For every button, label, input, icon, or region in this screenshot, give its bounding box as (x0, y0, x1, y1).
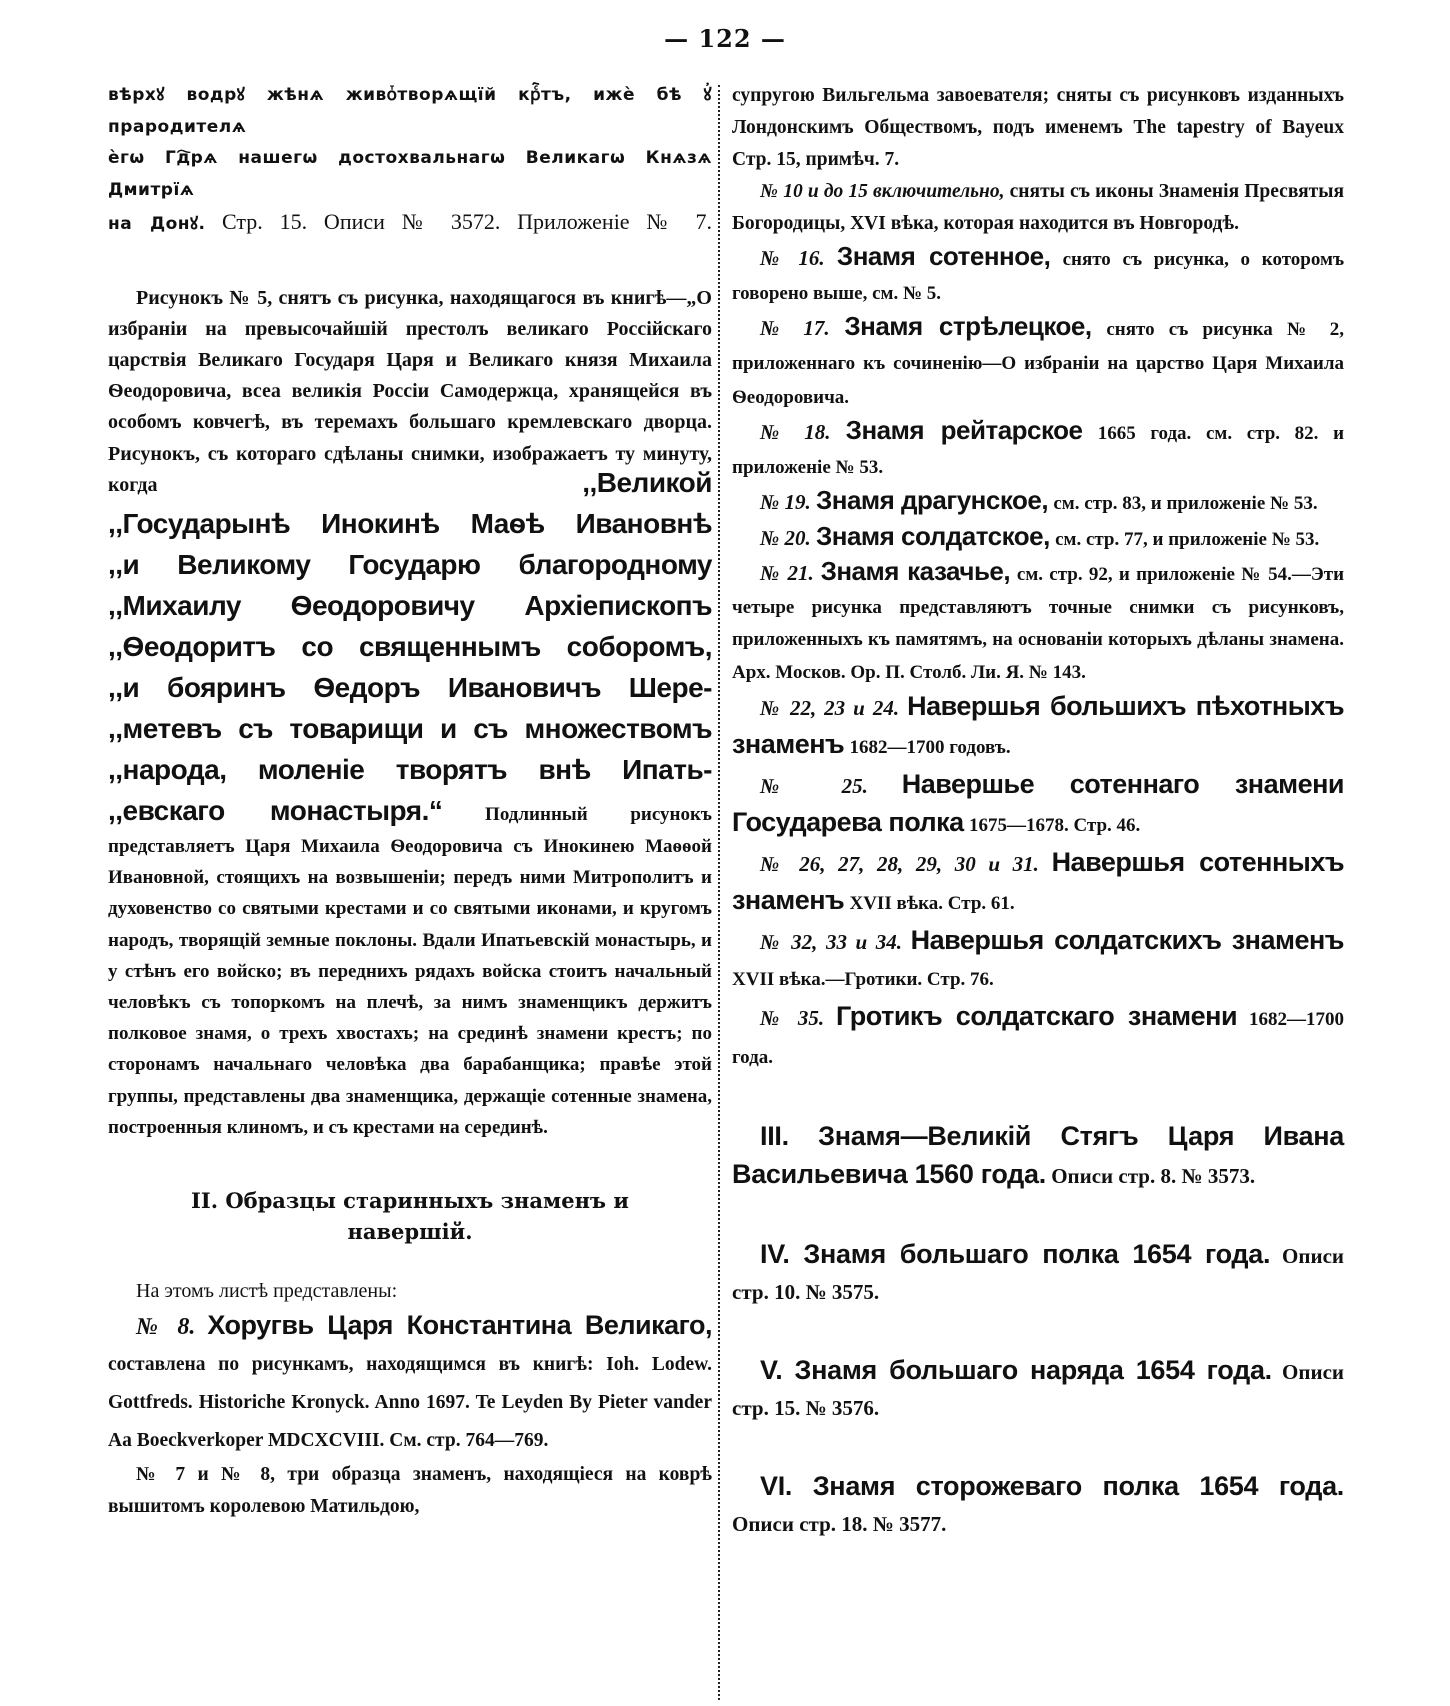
entry-number: № 16. (760, 246, 825, 270)
quote-line: ,,Михаилу Ѳеодоровичу Архіепископъ (108, 589, 712, 621)
entry-number: № 19. (760, 490, 811, 514)
section-ref: Описи стр. 8. № 3573. (1051, 1164, 1256, 1188)
quote-line: ,,народа, моленіе творятъ внѣ Ипать- (108, 753, 712, 785)
continuation-text: супругою Вильгельма завоевателя; сняты съ рисунковъ изданныхъ Лондонскимъ Обществомъ, подъ именемъ The tapestry of Bayeux Стр. 15, примѣч. 7. (732, 85, 1344, 170)
entry-7: № 7 и № 8, три образца знаменъ, находящіеся на коврѣ вышитомъ королевою Матильдою, (108, 1464, 712, 1517)
section-vi (732, 1468, 1344, 1542)
entry-title: Знамя казачье, (820, 556, 1011, 586)
entry-text: 1682—1700 года. (732, 1009, 1345, 1068)
entry (732, 922, 1344, 998)
quote-block (108, 462, 712, 790)
section-ref: Описи стр. 10. № 3575. (732, 1244, 1344, 1304)
entry-number: № 25. (760, 774, 868, 798)
entry-text: см. стр. 77, и приложеніе № 53. (1055, 529, 1320, 550)
section-ref: Описи стр. 15. № 3576. (732, 1360, 1344, 1420)
entry-number: № 8. (136, 1314, 196, 1341)
slavonic-line: вѣрхꙋ водрꙋ жѣнѧ живоⷮтворѧщїй крⷭ҇тъ, ижѐ бѣ ꙋ҆ прародителѧ (108, 85, 712, 137)
quote-line: ,,метевъ съ товарищи и съ множествомъ (108, 712, 712, 744)
entry (732, 844, 1344, 922)
entry-title: Знамя стрѣлецкое, (844, 311, 1092, 341)
spacer (732, 1194, 1344, 1236)
section-v (732, 1352, 1344, 1426)
slavonic-tail: на Донꙋ. (108, 214, 206, 234)
entry-text: 1682—1700 годовъ. (849, 737, 1011, 758)
quote-line: ,,и бояринъ Ѳедоръ Ивановичъ Шере- (108, 671, 712, 703)
entry-list (732, 176, 1344, 1076)
entry-number: № 26, 27, 28, 29, 30 и 31. (760, 852, 1039, 876)
quote-line: ,,и Великому Государю благородному (108, 548, 712, 580)
entry-number: № 21. (760, 561, 814, 585)
spacer (108, 1143, 712, 1185)
entry-title: Навершье сотеннаго знамени Государева полка (732, 769, 1345, 837)
entry-number: № 32, 33 и 34. (760, 930, 903, 954)
spacer (108, 1248, 712, 1276)
section-title: IV. Знамя большаго полка 1654 года. (760, 1239, 1271, 1269)
entry-text: см. стр. 83, и приложеніе № 53. (1053, 493, 1318, 514)
spacer (108, 241, 712, 283)
right-column (732, 80, 1344, 1542)
section-entry (732, 1352, 1344, 1426)
entry-text: XVII вѣка. Стр. 61. (849, 893, 1015, 914)
paragraph-rest-line (108, 790, 712, 1143)
section-title: VI. Знамя сторожеваго полка 1654 года. (760, 1471, 1344, 1501)
entry-number: № 22, 23 и 24. (760, 696, 900, 720)
entry-text: сняты съ иконы Знаменія Пресвятыя Богородицы, XVI вѣка, которая находится въ Новгородѣ. (732, 181, 1344, 234)
entry (732, 176, 1344, 240)
section-title: V. Знамя большаго наряда 1654 года. (760, 1355, 1272, 1385)
entry (732, 520, 1344, 556)
quote-line: ,,Государынѣ Инокинѣ Маѳѣ Ивановнѣ (108, 507, 712, 539)
entry (732, 414, 1344, 484)
entry (732, 688, 1344, 766)
paragraph-rest: Подлинный рисунокъ представляетъ Царя Михаила Ѳеодоровича съ Инокинею Маѳѳой Ивановной, стоящихъ на возвышеніи; передъ ними Митрополитъ и духовенство со святыми крестами и со святыми иконами, и кругомъ народъ, творящій земные поклоны. Вдали Ипатьевскій монастырь, и у стѣнъ его войско; въ переднихъ рядахъ войска стоитъ начальный человѣкъ съ топоркомъ на плечѣ, за нимъ знаменщикъ держитъ полковое знамя, о трехъ хвостахъ; на срединѣ знамени крестъ; по сторонамъ начальнаго человѣка два барабанщика; правѣе этой группы, представлены два знаменщика, держащіе сотенные знамена, построенныя клиномъ, и съ крестами на серединѣ. (108, 803, 713, 1138)
section-heading: II. Образцы старинныхъ знаменъ и навершій. (191, 1187, 629, 1245)
entry (732, 310, 1344, 414)
spacer (732, 1076, 1344, 1118)
column-divider (718, 85, 720, 1700)
entry-title: Знамя драгунское, (815, 485, 1049, 515)
left-column (108, 80, 712, 1522)
entry-title: Навершья солдатскихъ знаменъ (910, 925, 1344, 955)
entry-number: № 20. (760, 526, 811, 550)
quote-line: ,,евскаго монастыря.“ (108, 794, 443, 826)
quote-line: ,,Ѳеодоритъ со священнымъ соборомъ, (108, 630, 712, 662)
spacer (732, 1426, 1344, 1468)
entry-number: № 17. (760, 316, 830, 340)
entry-text: составлена по рисункамъ, находящимся въ книгѣ: Ioh. Lodew. Gottfreds. Historiche Kronyck. Anno 1697. Te Leyden By Pieter vander Aa Boeckverkoper MDCXCVIII. См. стр. 764—769. (108, 1354, 712, 1452)
entry-title: Навершья большихъ пѣхотныхъ знаменъ (732, 691, 1344, 759)
section-iii (732, 1118, 1344, 1194)
entry-number: № 18. (760, 420, 831, 444)
entry-number: № 10 и до 15 включительно, (760, 181, 1005, 202)
section-iv (732, 1236, 1344, 1310)
entry-title: Хоругвь Царя Константина Великаго, (207, 1310, 713, 1341)
entry-text: 1675—1678. Стр. 46. (968, 815, 1141, 836)
section-intro: На этомъ листѣ представлены: (136, 1279, 398, 1302)
entry (732, 240, 1344, 310)
slavonic-line: ѐгѡ Гд҇рѧ нашегѡ достохвальнагѡ Великагѡ Кнѧзѧ Дмитрїѧ (108, 148, 712, 200)
entry-title: Знамя солдатское, (815, 521, 1050, 551)
section-entry (732, 1468, 1344, 1542)
entry-8 (108, 1307, 712, 1459)
section-entry (732, 1118, 1344, 1194)
section-title: III. Знамя—Великій Стягъ Царя Ивана Васильевича 1560 года. (732, 1121, 1344, 1189)
entry-number: № 35. (760, 1006, 825, 1030)
entry (732, 484, 1344, 520)
opening-ref-line (108, 206, 712, 241)
quote-line: ,,Великой (582, 466, 712, 498)
section-entry (732, 1236, 1344, 1310)
spacer (732, 1310, 1344, 1352)
opening-ref: Стр. 15. Описи № 3572. Приложеніе № 7. (222, 209, 713, 234)
entry (732, 998, 1344, 1076)
entry-title: Знамя рейтарское (845, 415, 1083, 445)
entry-text: снято съ рисунка, о которомъ говорено выше, см. № 5. (732, 249, 1345, 304)
entry (732, 556, 1344, 688)
entry-text: снято съ рисунка № 2, приложеннаго къ сочиненію—О избраніи на царство Царя Михаила Ѳеодоровича. (732, 319, 1345, 408)
entry-title: Навершья сотенныхъ знаменъ (732, 847, 1345, 915)
entry-title: Гротикъ солдатскаго знамени (836, 1001, 1238, 1031)
entry-text: см. стр. 92, и приложеніе № 54.—Эти четыре рисунка представляютъ точные снимки съ рисунковъ, приложенныхъ къ памятямъ, на основаніи которыхъ дѣланы знамена. Арх. Москов. Ор. П. Столб. Ли. Я. № 143. (732, 564, 1345, 683)
paragraph-intro: Рисунокъ № 5, снятъ съ рисунка, находящагося въ книгѣ—„О избраніи на превысочайшій престолъ великаго Россійскаго царствія Великаго Государя Царя и Великаго князя Михаила Ѳеодоровича, всеа великія Россіи Самодержца, хранящейся въ особомъ ковчегѣ, въ теремахъ большаго кремлевскаго дворца. Рисунокъ, съ котораго сдѣланы снимки, изображаетъ ту минуту, когда (108, 286, 712, 496)
entry-text: XVII вѣка.—Гротики. Стр. 76. (732, 969, 994, 990)
section-ref: Описи стр. 18. № 3577. (732, 1512, 947, 1536)
entry-text: 1665 года. см. стр. 82. и приложеніе № 53. (732, 423, 1345, 478)
entry-title: Знамя сотенное, (836, 241, 1051, 271)
entry (732, 766, 1344, 844)
page-number: — 122 — (664, 24, 786, 53)
